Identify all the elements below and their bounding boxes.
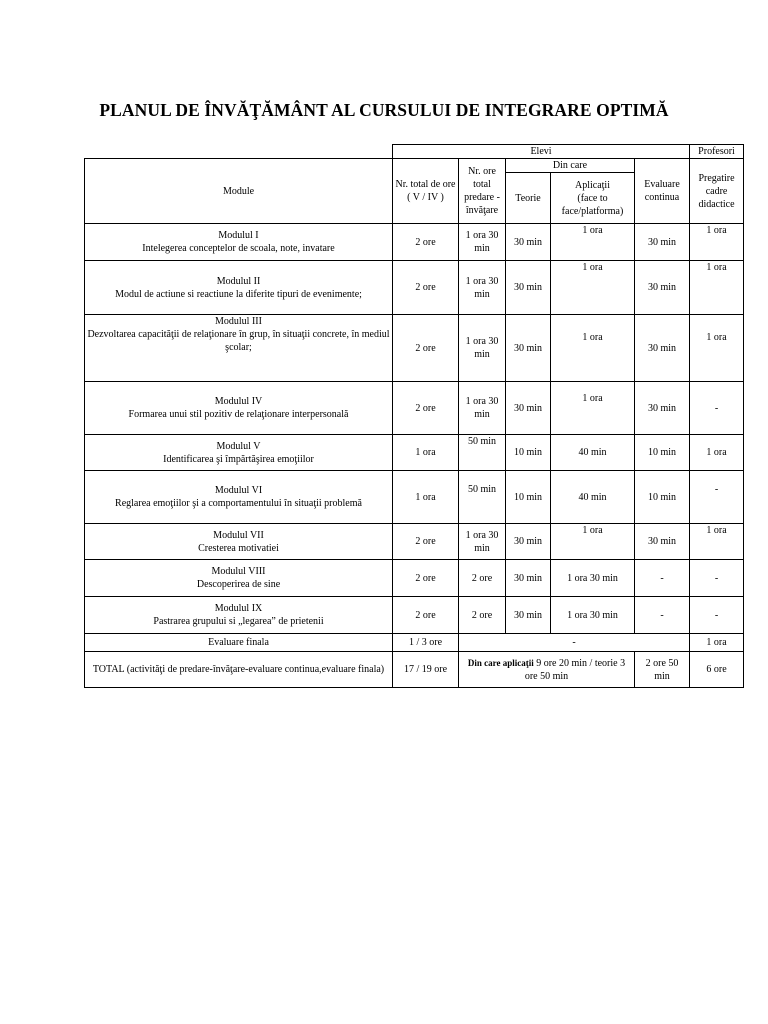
cell-predare: 1 ora 30 min (459, 261, 506, 315)
cell-evaluare: - (635, 597, 690, 634)
table-row (85, 471, 744, 524)
cell-profesori: - (690, 382, 744, 435)
cell-predare: 1 ora 30 min (459, 382, 506, 435)
cell-aplicatii: 40 min (551, 435, 635, 471)
header-evaluare: Evaluare continua (635, 159, 690, 224)
table-row (85, 524, 744, 560)
header-aplicatii-label: Aplicaţii (575, 179, 610, 191)
cell-total: 2 ore (393, 382, 459, 435)
table-row (85, 261, 744, 315)
module-name: Modulul II (216, 275, 261, 287)
header-nr-ore-predare: Nr. ore total predare - învăţare (459, 159, 506, 224)
module-name: Modulul IX (214, 603, 263, 614)
cell-total: 2 ore (393, 560, 459, 597)
table-row (85, 224, 744, 261)
cell-aplicatii: 1 ora (551, 261, 635, 315)
cell-profesori: 1 ora (690, 261, 744, 315)
header-pregatire: Pregatire cadre didactice (690, 159, 744, 224)
module-name: Modulul IV (214, 396, 263, 407)
cell-predare: 1 ora 30 min (459, 315, 506, 382)
module-cell (85, 261, 393, 315)
cell-aplicatii: 1 ora 30 min (551, 560, 635, 597)
cell-total: 1 / 3 ore (393, 634, 459, 652)
header-aplicatii (551, 173, 635, 224)
table-row (85, 560, 744, 597)
cell-predare: 2 ore (459, 597, 506, 634)
module-name: Modulul VII (213, 529, 264, 541)
module-desc: Formarea unui stil pozitiv de relaţionare interpersonală (128, 409, 349, 420)
cell-total: 2 ore (393, 597, 459, 634)
table-row (85, 315, 744, 382)
cell-evaluare: 30 min (635, 224, 690, 261)
cell-din-care (459, 652, 635, 688)
cell-total: 2 ore (393, 261, 459, 315)
din-care-rest: 9 ore 20 min / teorie 3 ore 50 min (524, 657, 626, 682)
module-cell (85, 524, 393, 560)
cell-aplicatii: 1 ora (551, 224, 635, 261)
cell-aplicatii: 1 ora (551, 382, 635, 435)
module-desc: Reglarea emoţiilor şi a comportamentului în situaţii problemă (115, 498, 362, 509)
module-cell (85, 435, 393, 471)
evaluare-finala-row (85, 634, 744, 652)
cell-teorie: 10 min (506, 435, 551, 471)
header-nr-total: Nr. total de ore ( V / IV ) (393, 159, 459, 224)
table-row (85, 435, 744, 471)
cell-predare: 1 ora 30 min (459, 524, 506, 560)
header-profesori: Profesori (690, 145, 744, 159)
module-cell (85, 471, 393, 524)
header-elevi: Elevi (393, 145, 690, 159)
cell-evaluare: 30 min (635, 315, 690, 382)
table-row (85, 597, 744, 634)
module-desc: Dezvoltarea capacităţii de relaţionare în grup, în situaţii concrete, în mediul şcolar; (87, 329, 390, 353)
cell-predare: 50 min (459, 435, 506, 471)
cell-profesori: 1 ora (690, 634, 744, 652)
module-desc: Descoperirea de sine (196, 579, 281, 590)
cell-evaluare: 30 min (635, 382, 690, 435)
cell-profesori: 1 ora (690, 524, 744, 560)
module-desc: Intelegerea conceptelor de scoala, note, invatare (142, 243, 335, 254)
page-title: PLANUL DE ÎNVĂŢĂMÂNT AL CURSULUI DE INTEGRARE OPTIMĂ (99, 100, 669, 120)
module-cell (85, 560, 393, 597)
module-name: Modulul VIII (211, 566, 266, 577)
cell-predare: 2 ore (459, 560, 506, 597)
cell-teorie: 30 min (506, 597, 551, 634)
curriculum-table (84, 144, 744, 688)
cell-profesori: - (690, 560, 744, 597)
cell-evaluare: 30 min (635, 524, 690, 560)
cell-evaluare: 2 ore 50 min (635, 652, 690, 688)
header-aplicatii-sub: (face to face/platforma) (561, 192, 624, 217)
cell-teorie: 30 min (506, 315, 551, 382)
cell-total: 1 ora (393, 435, 459, 471)
cell-aplicatii: 1 ora (551, 315, 635, 382)
module-name: Modulul VI (214, 485, 263, 496)
module-name: Modulul III (215, 316, 262, 327)
module-desc: Pastrarea grupului si „legarea” de prietenii (153, 616, 324, 627)
module-desc: Cresterea motivatiei (198, 542, 279, 554)
cell-profesori: 6 ore (690, 652, 744, 688)
module-cell (85, 382, 393, 435)
evaluare-finala-label: Evaluare finala (85, 634, 393, 652)
cell-evaluare: - (635, 560, 690, 597)
cell-teorie: 30 min (506, 524, 551, 560)
module-cell (85, 315, 393, 382)
cell-evaluare: 10 min (635, 435, 690, 471)
cell-profesori: - (690, 597, 744, 634)
module-cell (85, 597, 393, 634)
cell-total: 17 / 19 ore (393, 652, 459, 688)
cell-total: 2 ore (393, 224, 459, 261)
cell-evaluare: 30 min (635, 261, 690, 315)
cell-total: 1 ora (393, 471, 459, 524)
total-label: TOTAL (activităţi de predare-învăţare-evaluare continua,evaluare finala) (85, 652, 393, 688)
cell-aplicatii: 40 min (551, 471, 635, 524)
module-name: Modulul I (218, 230, 259, 241)
cell-teorie: 30 min (506, 560, 551, 597)
din-care-prefix: Din care aplicaţii (467, 657, 534, 668)
cell-profesori: - (690, 471, 744, 524)
cell-teorie: 30 min (506, 224, 551, 261)
cell-total: 2 ore (393, 315, 459, 382)
module-desc: Identificarea şi împărtăşirea emoţiilor (163, 453, 314, 465)
cell-teorie: 30 min (506, 382, 551, 435)
cell-profesori: 1 ora (690, 224, 744, 261)
cell-evaluare: 10 min (635, 471, 690, 524)
header-din-care: Din care (506, 159, 635, 173)
cell-total: 2 ore (393, 524, 459, 560)
cell-teorie: 10 min (506, 471, 551, 524)
header-teorie: Teorie (506, 173, 551, 224)
header-module: Module (85, 159, 393, 224)
table-row (85, 382, 744, 435)
cell-profesori: 1 ora (690, 435, 744, 471)
module-cell (85, 224, 393, 261)
cell-merged: - (459, 634, 690, 652)
cell-predare: 1 ora 30 min (459, 224, 506, 261)
cell-predare: 50 min (459, 471, 506, 524)
cell-teorie: 30 min (506, 261, 551, 315)
total-row (85, 652, 744, 688)
cell-aplicatii: 1 ora (551, 524, 635, 560)
module-desc: Modul de actiune si reactiune la diferite tipuri de evenimente; (115, 288, 362, 300)
cell-profesori: 1 ora (690, 315, 744, 382)
module-name: Modulul V (216, 440, 261, 452)
cell-aplicatii: 1 ora 30 min (551, 597, 635, 634)
